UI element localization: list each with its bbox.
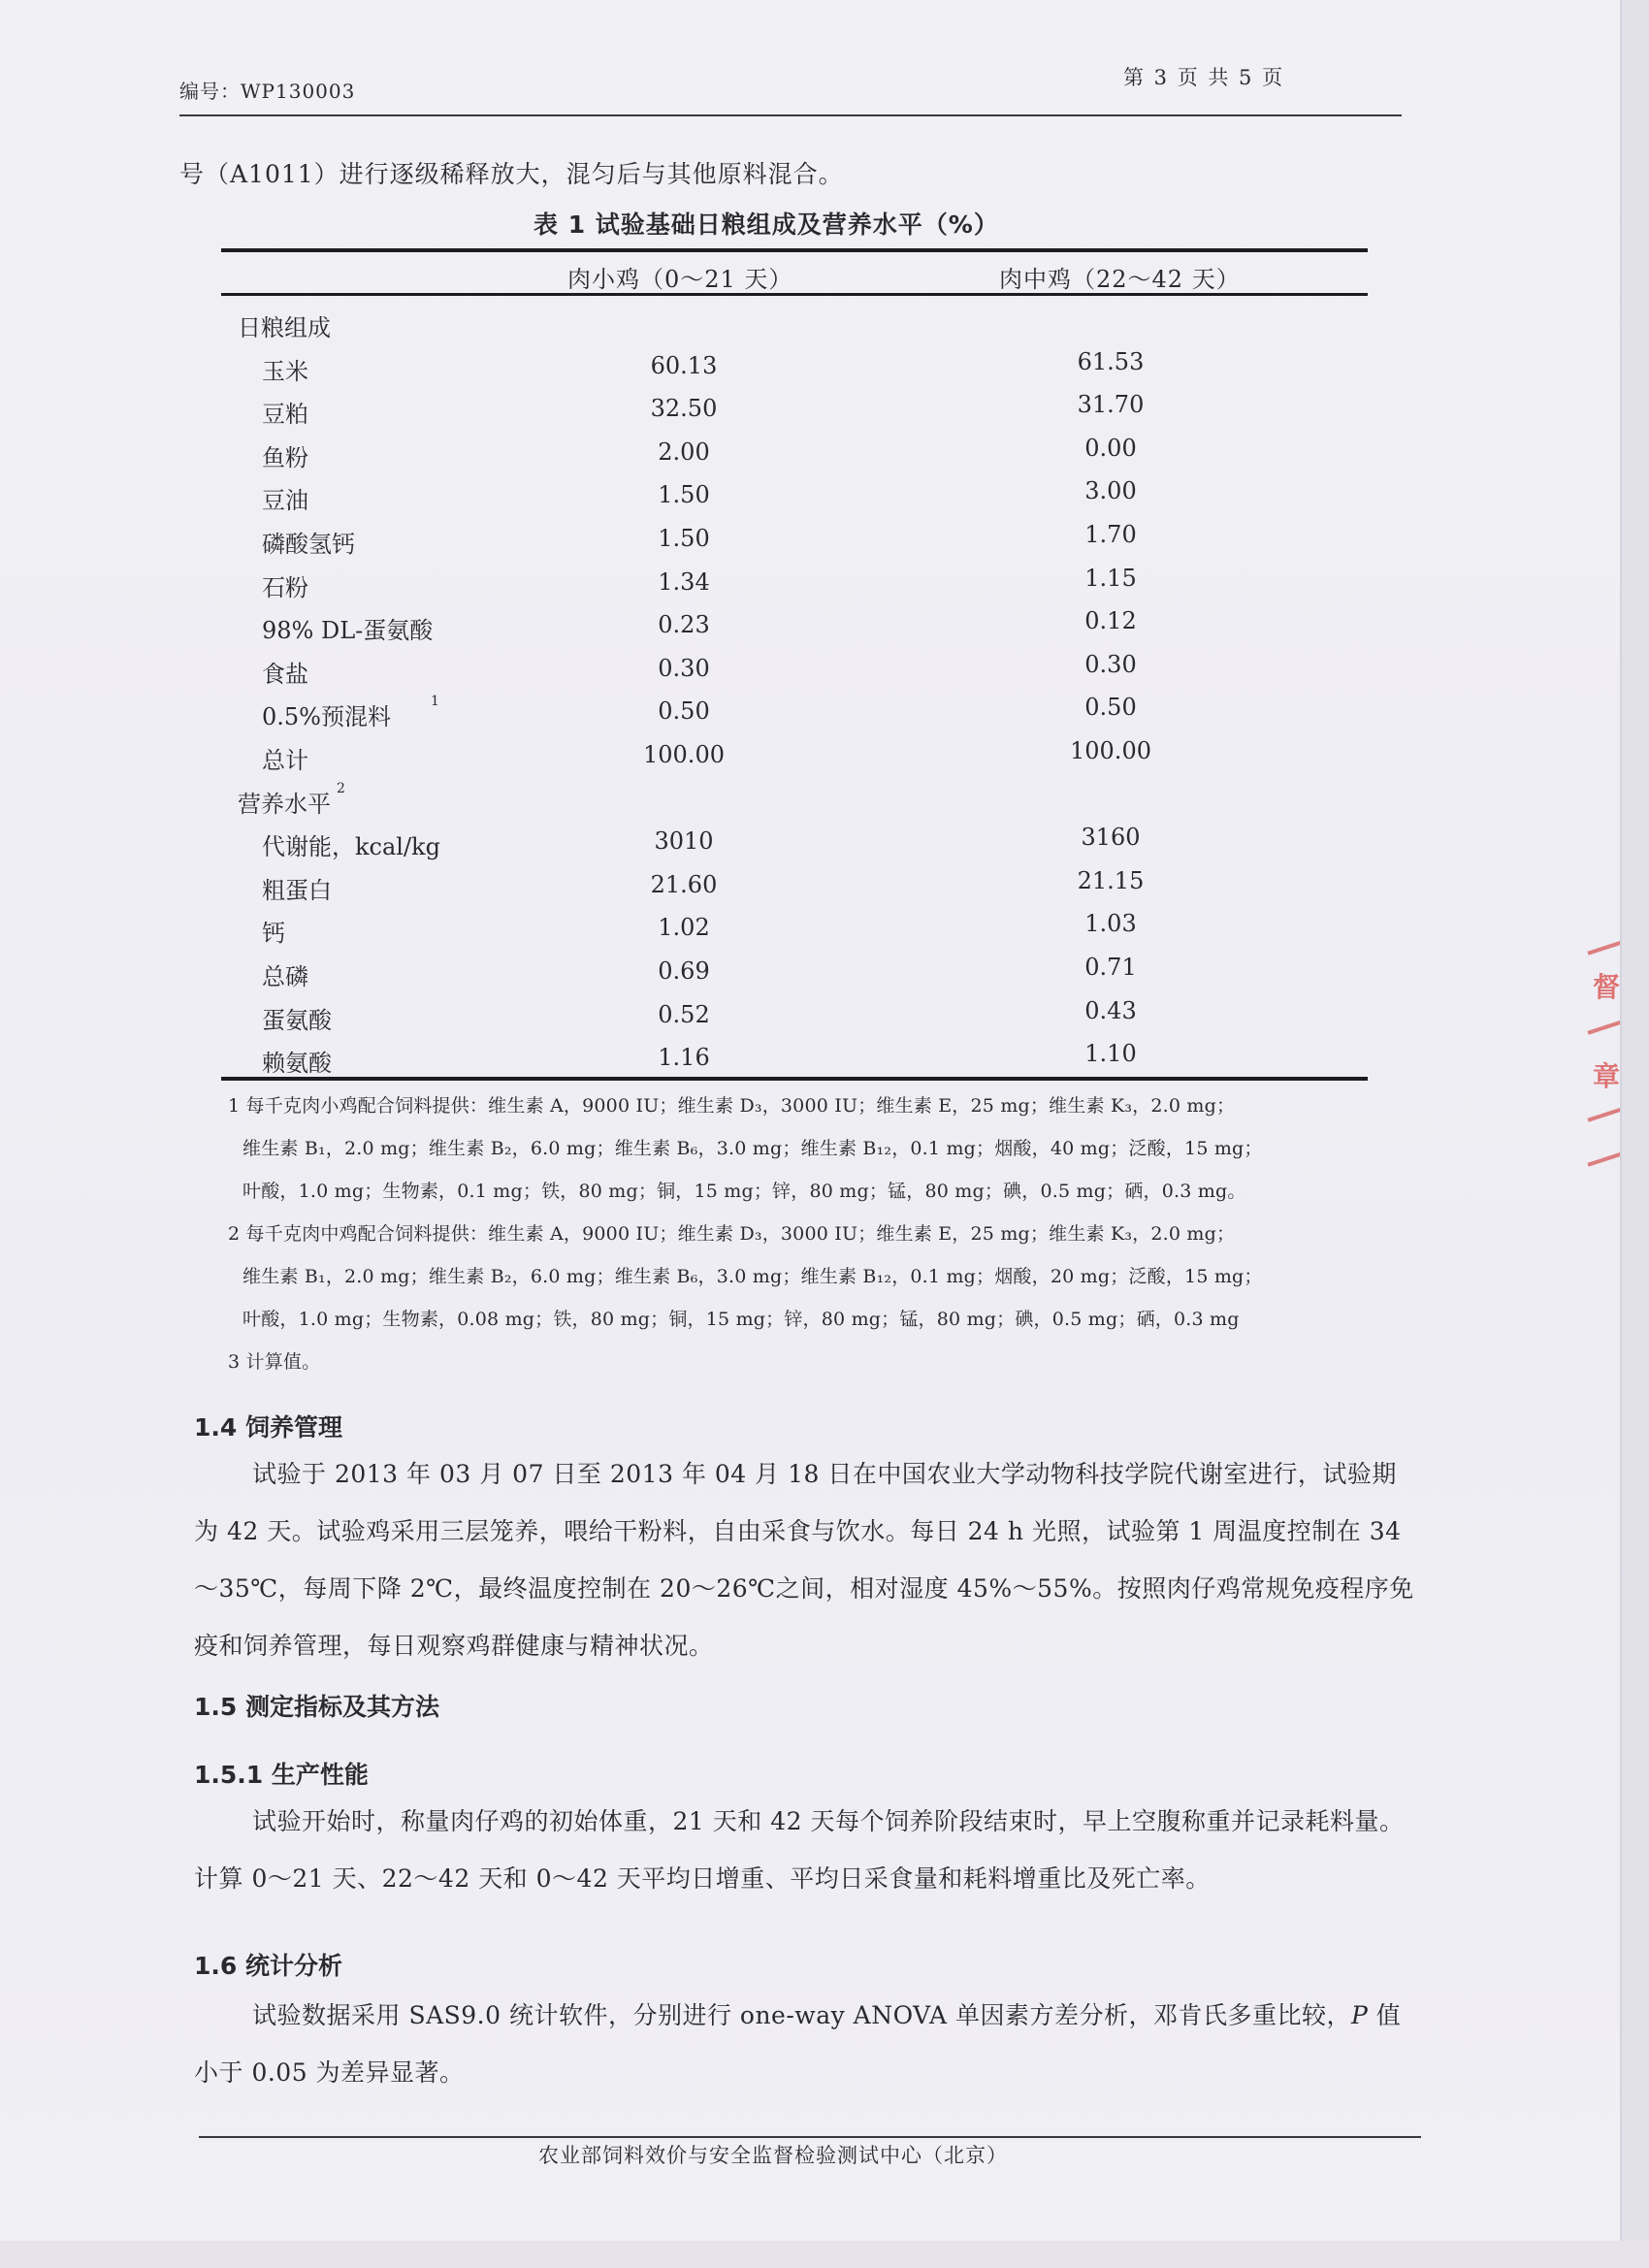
table-row — [238, 347, 1353, 391]
footnote-marker: 1 — [431, 694, 439, 710]
header-divider — [179, 114, 1402, 116]
table-note-1 — [228, 1085, 1263, 1213]
row-label: 蛋氨酸 — [262, 1006, 332, 1034]
row-label: 赖氨酸 — [262, 1050, 332, 1078]
section-title-1-6: 1.6 统计分析 — [194, 1952, 342, 1980]
footer-divider — [199, 2136, 1421, 2138]
grower-value: 1.70 — [1084, 521, 1137, 548]
row-label: 总计 — [262, 747, 308, 774]
starter-value: 1.50 — [658, 481, 710, 509]
grower-value: 0.43 — [1084, 996, 1137, 1024]
table-row — [238, 521, 1353, 564]
row-label: 总磷 — [262, 963, 308, 990]
row-label: 营养水平 — [238, 790, 331, 818]
grower-value: 0.30 — [1084, 650, 1137, 678]
note-line: 维生素 B₁，2.0 mg；维生素 B₂，6.0 mg；维生素 B₆，3.0 mg；维生素 B₁₂，0.1 mg；烟酸，40 mg；泛酸，15 mg； — [242, 1138, 1263, 1159]
table-row — [238, 434, 1353, 477]
grower-value: 31.70 — [1077, 391, 1145, 419]
continuation-text: 号（A1011）进行逐级稀释放大，混匀后与其他原料混合。 — [179, 160, 844, 188]
table-top-rule — [221, 248, 1368, 252]
note-line: 2 每千克肉中鸡配合饲料提供：维生素 A，9000 IU；维生素 D₃，3000 IU；维生素 E，25 mg；维生素 K₃，2.0 mg； — [228, 1223, 1236, 1245]
table-row — [238, 824, 1353, 866]
starter-value: 0.23 — [658, 611, 710, 639]
footer-institution: 农业部饲料效价与安全监督检验测试中心（北京） — [538, 2144, 1008, 2167]
scan-edge-bottom — [0, 2241, 1649, 2268]
grower-value: 100.00 — [1070, 737, 1151, 764]
table-row — [238, 694, 1353, 736]
text-run: 值小于 0.05 为差异显著。 — [194, 2001, 1402, 2087]
row-label: 豆油 — [262, 487, 308, 515]
note-line: 叶酸，1.0 mg；生物素，0.1 mg；铁，80 mg；铜，15 mg；锌，80 mg；锰，80 mg；碘，0.5 mg；硒，0.3 mg。 — [242, 1181, 1246, 1202]
section-text-1-5-1: 试验开始时，称量肉仔鸡的初始体重，21 天和 42 天每个饲养阶段结束时，早上空腹称重并记录耗料量。计算 0～21 天、22～42 天和 0～42 天平均日增重、平均日采食量和耗料增重比及死亡率。 — [194, 1807, 1405, 1893]
section-title-1-5: 1.5 测定指标及其方法 — [194, 1693, 439, 1721]
p-symbol: P — [1351, 2001, 1369, 2029]
grower-value: 1.15 — [1084, 564, 1137, 592]
grower-value: 0.71 — [1084, 954, 1137, 981]
starter-value: 2.00 — [658, 437, 710, 466]
row-label: 0.5%预混料 — [262, 703, 391, 731]
starter-value: 0.52 — [658, 1000, 710, 1028]
starter-value: 0.30 — [658, 654, 710, 682]
table-note-2 — [228, 1213, 1263, 1341]
table-row — [238, 607, 1353, 650]
grower-value: 3.00 — [1084, 477, 1137, 505]
starter-value: 0.69 — [658, 957, 710, 985]
table-note-3: 3 计算值。 — [228, 1351, 321, 1373]
page-indicator: 第 3 页 共 5 页 — [1123, 66, 1285, 89]
note-line: 1 每千克肉小鸡配合饲料提供：维生素 A，9000 IU；维生素 D₃，3000 IU；维生素 E，25 mg；维生素 K₃，2.0 mg； — [228, 1095, 1236, 1117]
table-row — [238, 737, 1353, 780]
table-row — [238, 564, 1353, 607]
table-row — [238, 650, 1353, 694]
row-label: 代谢能，kcal/kg — [262, 833, 440, 861]
table-row — [238, 391, 1353, 434]
table-row — [238, 477, 1353, 520]
table-row — [238, 866, 1353, 910]
row-label: 鱼粉 — [262, 443, 308, 471]
table-header-rule — [221, 293, 1368, 296]
grower-value: 0.00 — [1084, 434, 1137, 462]
grower-value: 0.12 — [1084, 607, 1137, 635]
grower-value: 3160 — [1081, 824, 1141, 852]
table-caption: 表 1 试验基础日粮组成及营养水平（%） — [534, 211, 999, 239]
starter-value: 60.13 — [650, 351, 718, 379]
table-row — [238, 780, 1353, 824]
row-label: 钙 — [262, 920, 285, 948]
section-text-1-4: 试验于 2013 年 03 月 07 日至 2013 年 04 月 18 日在中国农业大学动物科技学院代谢室进行，试验期为 42 天。试验鸡采用三层笼养，喂给干粉料，自由采食与饮水。每日 24 h 光照，试验第 1 周温度控制在 34～35℃，每周下降 2℃，最终温度控制在 20～26℃之间，相对湿度 45%～55%。按照肉仔鸡常规免疫程序免疫和饲养管理，每日观察鸡群健康与精神状况。 — [194, 1460, 1414, 1660]
grower-value: 1.03 — [1084, 910, 1137, 938]
starter-value: 32.50 — [650, 395, 718, 423]
table-row — [238, 996, 1353, 1040]
note-line: 叶酸，1.0 mg；生物素，0.08 mg；铁，80 mg；铜，15 mg；锌，80 mg；锰，80 mg；碘，0.5 mg；硒，0.3 mg — [242, 1309, 1240, 1330]
section-title-1-5-1: 1.5.1 生产性能 — [194, 1761, 369, 1789]
section-title-1-4: 1.4 饲养管理 — [194, 1413, 342, 1442]
footnote-marker: 2 — [337, 780, 345, 796]
section-text-1-6 — [194, 1987, 1416, 2101]
column-header-grower: 肉中鸡（22～42 天） — [999, 266, 1241, 293]
starter-value: 1.16 — [658, 1044, 710, 1072]
table-row — [238, 308, 1353, 347]
row-label: 食盐 — [262, 660, 308, 688]
table-bottom-rule — [221, 1077, 1368, 1081]
row-label: 粗蛋白 — [262, 876, 332, 904]
row-label: 98% DL-蛋氨酸 — [262, 617, 434, 645]
row-label: 石粉 — [262, 573, 308, 601]
stamp-char: 督 — [1593, 971, 1621, 1003]
scan-edge-right — [1620, 0, 1649, 2268]
grower-value: 0.50 — [1084, 694, 1137, 722]
note-line: 维生素 B₁，2.0 mg；维生素 B₂，6.0 mg；维生素 B₆，3.0 mg；维生素 B₁₂，0.1 mg；烟酸，20 mg；泛酸，15 mg； — [242, 1266, 1263, 1287]
starter-value: 21.60 — [650, 870, 718, 898]
starter-value: 0.50 — [658, 697, 710, 726]
text-run: 试验数据采用 SAS9.0 统计软件，分别进行 one-way ANOVA 单因素方差分析，邓肯氏多重比较， — [252, 2001, 1352, 2029]
row-label: 豆粕 — [262, 401, 308, 429]
table-row — [238, 954, 1353, 996]
starter-value: 100.00 — [643, 741, 725, 768]
grower-value: 1.10 — [1084, 1040, 1137, 1068]
stamp-char: 章 — [1593, 1060, 1621, 1092]
grower-value: 21.15 — [1077, 866, 1145, 894]
starter-value: 3010 — [654, 827, 714, 856]
row-label: 玉米 — [262, 357, 308, 385]
grower-value: 61.53 — [1077, 347, 1145, 375]
starter-value: 1.02 — [658, 914, 710, 942]
starter-value: 1.50 — [658, 525, 710, 552]
document-number: 编号：WP130003 — [179, 80, 356, 103]
row-label: 磷酸氢钙 — [262, 531, 355, 558]
table-row — [238, 910, 1353, 953]
row-label: 日粮组成 — [238, 314, 331, 341]
starter-value: 1.34 — [658, 567, 710, 596]
column-header-starter: 肉小鸡（0～21 天） — [567, 266, 793, 293]
